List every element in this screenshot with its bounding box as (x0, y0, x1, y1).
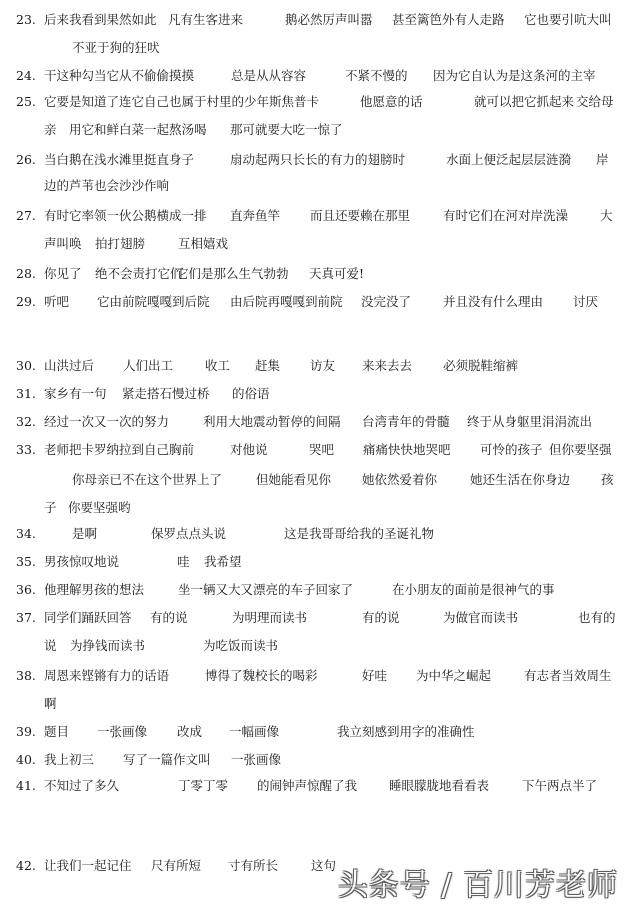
watermark-text: 头条号 / 百川芳老师 (337, 868, 618, 903)
text-segment: 它也要引吭大叫 (524, 12, 612, 27)
text-segment: 那可就要大吃一惊了 (230, 122, 343, 137)
text-segment: 他理解男孩的想法 (44, 582, 145, 597)
text-segment: 不紧不慢的 (345, 68, 408, 83)
text-segment: 这是我哥哥给我的圣诞礼物 (284, 526, 435, 541)
text-segment: 干这种勾当它从不偷偷摸摸 (44, 68, 195, 83)
line-number: 23. (16, 12, 36, 27)
text-line (0, 520, 640, 548)
text-segment: 周恩来铿锵有力的话语 (44, 668, 170, 683)
text-segment: 台湾青年的骨髓 (362, 414, 450, 429)
text-segment: 经过一次又一次的努力 (44, 414, 170, 429)
text-segment: 你见了 (44, 266, 82, 281)
text-segment: 总是从从容容 (231, 68, 307, 83)
text-segment: 讨厌 (573, 294, 599, 309)
text-segment: 寸有所长 (228, 858, 279, 873)
text-segment: 她依然爱着你 (362, 472, 438, 487)
text-segment: 但她能看见你 (256, 472, 332, 487)
text-segment: 来来去去 (362, 358, 413, 373)
text-segment: 收工 (205, 358, 231, 373)
text-line (0, 632, 640, 660)
line-number: 36. (16, 582, 36, 597)
text-segment: 紧走搭石慢过桥 (122, 386, 210, 401)
line-number: 41. (16, 778, 36, 793)
text-segment: 啊 (44, 696, 57, 711)
text-segment: 让我们一起记住 (44, 858, 132, 873)
text-segment: 男孩惊叹地说 (44, 554, 120, 569)
text-segment: 必须脱鞋缩裤 (443, 358, 519, 373)
line-number: 30. (16, 358, 36, 373)
line-number: 29. (16, 294, 36, 309)
text-segment: 水面上便泛起层层涟漪 (446, 152, 572, 167)
text-line (0, 230, 640, 258)
text-segment: 你母亲已不在这个世界上了 (72, 472, 223, 487)
text-segment: 边的芦苇也会沙沙作响 (44, 178, 170, 193)
text-segment: 好哇 (362, 668, 388, 683)
text-line (0, 662, 640, 690)
text-segment: 甚至篱笆外有人走路 (392, 12, 505, 27)
line-number: 34. (16, 526, 36, 541)
text-segment: 亲 (44, 122, 57, 137)
text-segment: 我立刻感到用字的准确性 (337, 724, 475, 739)
text-line (0, 466, 640, 494)
text-segment: 为明理而读书 (232, 610, 308, 625)
line-number: 32. (16, 414, 36, 429)
line-number: 25. (16, 94, 36, 109)
text-segment: 尺有所短 (151, 858, 202, 873)
text-line (0, 202, 640, 230)
text-line (0, 288, 640, 316)
text-line (0, 604, 640, 632)
text-segment: 但你要坚强 (549, 442, 612, 457)
text-line (0, 34, 640, 62)
text-segment: 一幅画像 (229, 724, 280, 739)
text-segment: 互相嬉戏 (178, 236, 229, 251)
text-segment: 赶集 (255, 358, 281, 373)
text-segment: 痛痛快快地哭吧 (363, 442, 451, 457)
text-segment: 老师把卡罗纳拉到自己胸前 (44, 442, 195, 457)
text-segment: 扇动起两只长长的有力的翅膀时 (230, 152, 406, 167)
line-number: 27. (16, 208, 36, 223)
text-segment: 这句 (311, 858, 337, 873)
text-segment: 她还生活在你身边 (470, 472, 571, 487)
text-segment: 绝不会责打它们 (95, 266, 183, 281)
text-line (0, 746, 640, 774)
text-segment: 用它和鲜白菜一起熬汤喝 (69, 122, 207, 137)
line-number: 35. (16, 554, 36, 569)
text-line (0, 6, 640, 34)
line-number: 37. (16, 610, 36, 625)
text-segment: 没完没了 (361, 294, 412, 309)
text-segment: 家乡有一句 (44, 386, 107, 401)
text-segment: 听吧 (44, 294, 70, 309)
line-number: 39. (16, 724, 36, 739)
text-segment: 交给母 (576, 94, 614, 109)
text-segment: 改成 (177, 724, 203, 739)
text-segment: 在小朋友的面前是很神气的事 (392, 582, 555, 597)
text-segment: 不亚于狗的狂吠 (72, 40, 160, 55)
text-segment: 声叫唤 (44, 236, 82, 251)
text-segment: 一张画像 (231, 752, 282, 767)
text-line (0, 548, 640, 576)
text-line (0, 116, 640, 144)
line-number: 38. (16, 668, 36, 683)
text-line (0, 172, 640, 200)
text-segment: 因为它自认为是这条河的主宰 (433, 68, 596, 83)
text-line (0, 88, 640, 116)
text-segment: 后来我看到果然如此 (44, 12, 157, 27)
line-number: 31. (16, 386, 36, 401)
text-segment: 不知过了多久 (44, 778, 120, 793)
text-segment: 为做官而读书 (443, 610, 519, 625)
text-segment: 可怜的孩子 (480, 442, 543, 457)
text-segment: 就可以把它抓起来 (474, 94, 575, 109)
text-segment: 哭吧 (309, 442, 335, 457)
text-segment: 博得了魏校长的喝彩 (205, 668, 318, 683)
text-line (0, 352, 640, 380)
text-segment: 并且没有什么理由 (443, 294, 544, 309)
text-line (0, 62, 640, 90)
text-segment: 当白鹅在浅水滩里挺直身子 (44, 152, 195, 167)
text-segment: 鹅必然厉声叫嚣 (285, 12, 373, 27)
text-segment: 是啊 (72, 526, 98, 541)
text-segment: 一张画像 (97, 724, 148, 739)
text-segment: 由后院再嘎嘎到前院 (230, 294, 343, 309)
text-segment: 丁零丁零 (178, 778, 229, 793)
text-line (0, 436, 640, 464)
text-segment: 他愿意的话 (360, 94, 423, 109)
line-number: 26. (16, 152, 36, 167)
text-segment: 你要坚强哟 (68, 500, 131, 515)
text-segment: 它要是知道了连它自己也属于村里的少年斯焦普卡 (44, 94, 320, 109)
text-segment: 它们是那么生气勃勃 (176, 266, 289, 281)
text-segment: 大 (600, 208, 613, 223)
text-segment: 而且还要赖在那里 (310, 208, 411, 223)
text-line (0, 690, 640, 718)
text-segment: 有时它率领一伙公鹅横成一排 (44, 208, 207, 223)
text-segment: 题目 (44, 724, 70, 739)
text-segment: 睡眼朦胧地看看表 (389, 778, 490, 793)
text-line (0, 408, 640, 436)
text-segment: 利用大地震动暂停的间隔 (203, 414, 341, 429)
text-line (0, 380, 640, 408)
text-segment: 拍打翅膀 (95, 236, 146, 251)
text-segment: 哇 (177, 554, 190, 569)
text-segment: 也有的 (578, 610, 616, 625)
text-segment: 有的说 (150, 610, 188, 625)
text-segment: 我希望 (204, 554, 242, 569)
text-segment: 直奔鱼竿 (230, 208, 281, 223)
line-number: 42. (16, 858, 36, 873)
line-number: 40. (16, 752, 36, 767)
text-segment: 保罗点点头说 (151, 526, 227, 541)
text-line (0, 772, 640, 800)
text-segment: 同学们踊跃回答 (44, 610, 132, 625)
text-segment: 山洪过后 (44, 358, 95, 373)
line-number: 33. (16, 442, 36, 457)
text-segment: 访友 (310, 358, 336, 373)
text-segment: 有的说 (362, 610, 400, 625)
text-segment: 有时它们在河对岸洗澡 (443, 208, 569, 223)
text-segment: 写了一篇作文叫 (123, 752, 211, 767)
text-segment: 子 (44, 500, 57, 515)
text-segment: 有志者当效周生 (524, 668, 612, 683)
text-segment: 坐一辆又大又漂亮的车子回家了 (178, 582, 354, 597)
text-segment: 人们出工 (123, 358, 174, 373)
text-segment: 下午两点半了 (522, 778, 598, 793)
text-line (0, 718, 640, 746)
text-segment: 为中华之崛起 (416, 668, 492, 683)
text-segment: 说 (44, 638, 57, 653)
text-segment: 凡有生客进来 (168, 12, 244, 27)
text-segment: 的俗语 (232, 386, 270, 401)
text-segment: 为吃饭而读书 (203, 638, 279, 653)
text-segment: 终于从身躯里涓涓流出 (467, 414, 593, 429)
text-segment: 的闹钟声惊醒了我 (257, 778, 358, 793)
text-segment: 岸 (596, 152, 609, 167)
text-segment: 我上初三 (44, 752, 95, 767)
line-number: 28. (16, 266, 36, 281)
text-segment: 为挣钱而读书 (70, 638, 146, 653)
text-segment: 它由前院嘎嘎到后院 (97, 294, 210, 309)
text-segment: 孩 (601, 472, 614, 487)
text-line (0, 576, 640, 604)
text-segment: 天真可爱! (309, 266, 365, 281)
text-segment: 对他说 (230, 442, 268, 457)
text-line (0, 146, 640, 174)
line-number: 24. (16, 68, 36, 83)
text-line (0, 260, 640, 288)
text-line (0, 494, 640, 522)
